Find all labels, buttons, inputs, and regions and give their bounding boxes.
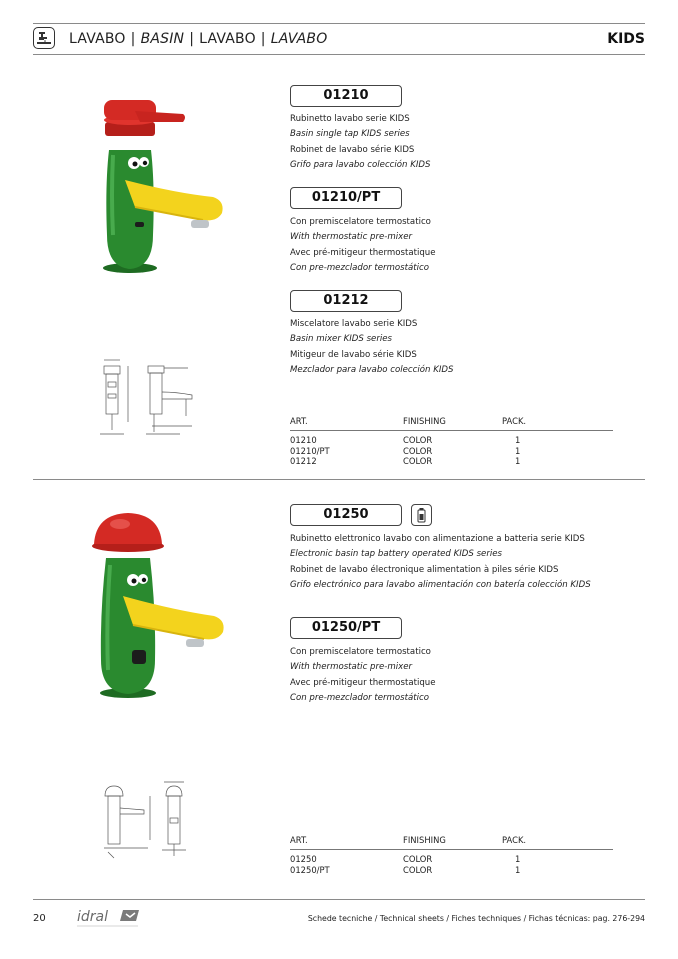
- product-description-01250: Rubinetto elettronico lavabo con alimentazione a batteria serie KIDS Electronic basin tap battery operated KIDS series Robinet de lavabo électronique alimentation à piles série KIDS Grifo electrónico para lavabo alimentación con batería colección KIDS: [290, 534, 591, 590]
- kids-single-tap-image: [95, 95, 225, 275]
- section-divider: [33, 479, 645, 480]
- header-bottom-rule: [33, 54, 645, 55]
- header-top-rule: [33, 23, 645, 24]
- page-title: LAVABO | BASIN | LAVABO | LAVABO: [69, 31, 328, 47]
- svg-text:idral: idral: [77, 909, 109, 925]
- page-number: 20: [33, 913, 46, 924]
- article-table-1: [290, 416, 613, 467]
- table-row: 01212 COLOR 1: [290, 456, 521, 466]
- technical-drawing-01250: [100, 778, 195, 860]
- table-row: 01210/PT COLOR 1: [290, 445, 521, 456]
- product-description-01250pt: Con premiscelatore termostatico With thermostatic pre-mixer Avec pré-mitigeur thermostatique Con pre-mezclador termostático: [290, 647, 436, 703]
- technical-sheets-reference: Schede tecniche / Technical sheets / Fiches techniques / Fichas técnicas: pag. 276-294: [307, 914, 645, 923]
- product-description-01212: Miscelatore lavabo serie KIDS Basin mixer KIDS series Mitigeur de lavabo série KIDS Mezclador para lavabo colección KIDS: [290, 319, 454, 375]
- table-row: 01250/PT COLOR 1: [290, 864, 521, 875]
- product-code-01212: 01212: [290, 290, 402, 312]
- battery-icon: [411, 504, 432, 526]
- table-header: ART. FINISHING PACK.: [290, 416, 613, 431]
- series-label: KIDS: [607, 31, 645, 47]
- table-header: ART. FINISHING PACK.: [290, 835, 613, 850]
- table-row: 01250 COLOR 1: [290, 854, 521, 864]
- product-code-01210pt: 01210/PT: [290, 187, 402, 209]
- technical-drawing-01210: [96, 352, 206, 442]
- product-code-01210: 01210: [290, 85, 402, 107]
- article-table-2: [290, 835, 613, 875]
- idral-logo: [76, 907, 146, 929]
- product-code-01250: 01250: [290, 504, 402, 526]
- kids-electronic-tap-image: [88, 510, 228, 700]
- product-description-01210pt: Con premiscelatore termostatico With thermostatic pre-mixer Avec pré-mitigeur thermostatique Con pre-mezclador termostático: [290, 217, 436, 273]
- table-row: 01210 COLOR 1: [290, 435, 521, 445]
- product-code-01250pt: 01250/PT: [290, 617, 402, 639]
- basin-tap-icon: [33, 27, 55, 49]
- footer-rule: [33, 899, 645, 900]
- product-description-01210: Rubinetto lavabo serie KIDS Basin single tap KIDS series Robinet de lavabo série KIDS Grifo para lavabo colección KIDS: [290, 114, 431, 170]
